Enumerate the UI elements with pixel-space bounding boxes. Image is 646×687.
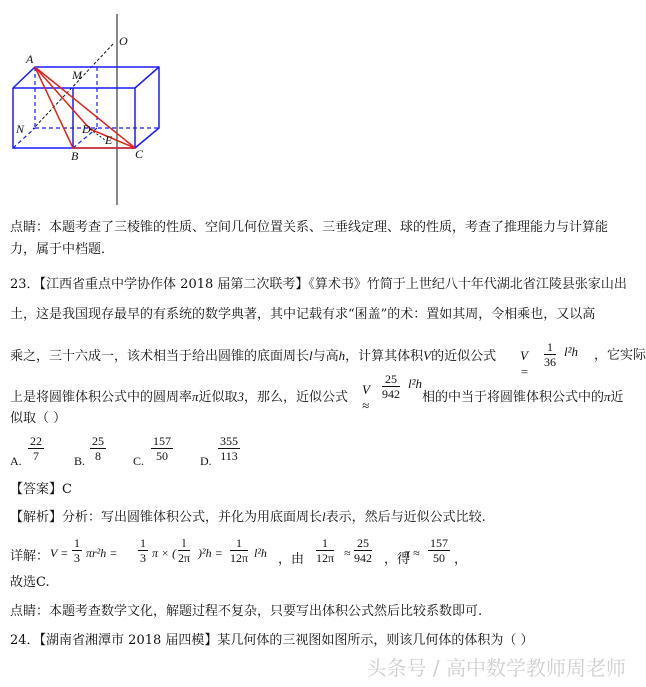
- comment-line-2: 力，属于中档题．: [10, 242, 115, 257]
- answer-line: 【答案】C: [10, 482, 72, 497]
- question-23-line-3-end: ，它实际: [594, 348, 646, 363]
- text-seg: 【解析】分析：写出圆锥体积公式，并化为用底面周长: [10, 510, 323, 525]
- f2-num: 25: [382, 372, 400, 387]
- watermark: 头条号 / 高中数学教师周老师: [366, 656, 626, 680]
- math-pi-2: π: [604, 389, 611, 404]
- option-d-letter: D.: [200, 454, 212, 468]
- label-A: A: [26, 52, 34, 66]
- option-c-letter: C.: [133, 454, 145, 468]
- f1-lhs: V =: [520, 348, 529, 379]
- f1-frac: [544, 340, 556, 369]
- f1-term: l²h: [564, 344, 579, 359]
- text-seg: ，计算其体积: [345, 349, 424, 364]
- f1-den: 36: [544, 355, 556, 369]
- math-pi: π: [192, 389, 199, 404]
- detail-label: 详解：: [10, 549, 50, 564]
- option-b-num: 25: [92, 434, 104, 448]
- d-b-num: 1: [140, 536, 146, 550]
- f2-den: 942: [382, 387, 400, 401]
- d-a-term: πr²h =: [86, 546, 118, 560]
- math-l: l: [309, 348, 313, 363]
- geometry-figure: [0, 0, 175, 210]
- d-c-term: )²h =: [198, 546, 223, 560]
- d-c-den: 2π: [178, 551, 191, 565]
- question-23-line-3: [10, 347, 496, 366]
- label-D: D: [82, 122, 91, 136]
- e-mid: ≈: [344, 546, 351, 560]
- d-b-frac: [138, 536, 148, 565]
- e-frac-2: [354, 536, 372, 565]
- detail-formula: [50, 532, 470, 572]
- option-b-frac: [90, 434, 106, 463]
- de1: ，由: [278, 552, 305, 567]
- e-frac-1: [316, 536, 334, 565]
- f2-lhs: V ≈: [362, 382, 370, 413]
- text-seg: 相的中当于将圆锥体积公式中的: [422, 390, 605, 405]
- f2-frac: [382, 372, 400, 401]
- label-O: O: [119, 34, 128, 48]
- g-pi: π ≈: [404, 546, 420, 560]
- f1-num: 1: [544, 340, 556, 355]
- option-c-frac: [151, 434, 173, 463]
- e-num-1: 1: [316, 536, 334, 551]
- option-c-num: 157: [153, 434, 171, 448]
- e-den-2: 942: [354, 551, 372, 565]
- text-seg: 近: [610, 390, 624, 405]
- option-a-den: 7: [33, 449, 39, 463]
- option-b-letter: B.: [74, 454, 86, 468]
- analysis-line: [10, 508, 486, 527]
- conclusion-line: 故选C.: [10, 575, 50, 590]
- question-23-line-4-end: [422, 388, 624, 407]
- d-d-num: 1: [230, 536, 248, 551]
- option-a-letter: A.: [10, 454, 22, 468]
- question-23-line-5: 似取（ ）: [10, 411, 67, 426]
- g-frac: [428, 536, 450, 565]
- label-C: C: [135, 147, 144, 161]
- g-num: 157: [430, 536, 448, 550]
- option-d-num: 355: [220, 434, 238, 448]
- label-B: B: [71, 149, 79, 163]
- d-d-term: l²h: [254, 546, 267, 560]
- option-d-den: 113: [220, 449, 238, 463]
- option-b-den: 8: [95, 449, 101, 463]
- d-a-den: 3: [74, 551, 80, 565]
- text-seg: 上是将圆锥体积公式中的圆周率: [10, 390, 193, 405]
- de2: ，得: [384, 552, 411, 567]
- question-23-line-2: 土，这是我国现存最早的有系统的数学典著，其中记载有求“囷盖”的术：置如其周，令相乘也，又以高: [10, 307, 596, 322]
- d-a-num: 1: [74, 536, 80, 550]
- d-V: V =: [50, 546, 69, 560]
- option-a-num: 22: [30, 434, 42, 448]
- d-a-frac: [72, 536, 82, 565]
- d-d-frac: [230, 536, 248, 565]
- math-3: 3: [237, 389, 245, 404]
- option-d-frac: [218, 434, 240, 463]
- text-seg: 与高: [312, 349, 339, 364]
- text-seg: 近似取: [198, 390, 238, 405]
- text-seg: 表示，然后与近似公式比较.: [325, 510, 486, 525]
- label-M: M: [72, 68, 82, 82]
- label-E: E: [105, 133, 113, 147]
- question-23-title: 23．【江西省重点中学协作体 2018 届第二次联考】《算术书》竹简于上世纪八十年代湖北省江陵县张家山出: [10, 277, 627, 292]
- d-b-den: 3: [140, 551, 146, 565]
- d-c-frac: [178, 536, 190, 565]
- option-a-frac: [28, 434, 44, 463]
- e-den-1: 12π: [316, 551, 335, 565]
- text-seg: 乘之，三十六成一，该术相当于给出圆锥的底面周长: [10, 349, 310, 364]
- f2-term: l²h: [408, 376, 423, 391]
- d-c-num: l: [178, 536, 190, 551]
- text-seg: ，那么，近似公式: [244, 390, 349, 405]
- math-h: h: [338, 348, 346, 363]
- math-l-2: l: [322, 509, 326, 524]
- comment-2-line: 点睛：本题考查数学文化，解题过程不复杂，只要写出体积公式然后比较系数即可.: [10, 604, 483, 619]
- comment-line-1: 点睛：本题考查了三棱锥的性质、空间几何位置关系、三垂线定理、球的性质，考查了推理能力与计算能: [10, 220, 609, 235]
- option-c-den: 50: [156, 449, 168, 463]
- de3: ，: [454, 552, 468, 567]
- d-d-den: 12π: [230, 551, 249, 565]
- text-seg: 的近似公式: [431, 349, 497, 364]
- question-24-line: 24．【湖南省湘潭市 2018 届四模】某几何体的三视图如图所示，则该几何体的体积为（ ）: [10, 633, 534, 648]
- question-23-line-4: [10, 388, 348, 407]
- e-num-2: 25: [354, 536, 372, 551]
- math-V: V: [423, 348, 432, 363]
- g-den: 50: [433, 551, 445, 565]
- label-N: N: [16, 122, 25, 136]
- d-b-term: π × (: [152, 546, 177, 560]
